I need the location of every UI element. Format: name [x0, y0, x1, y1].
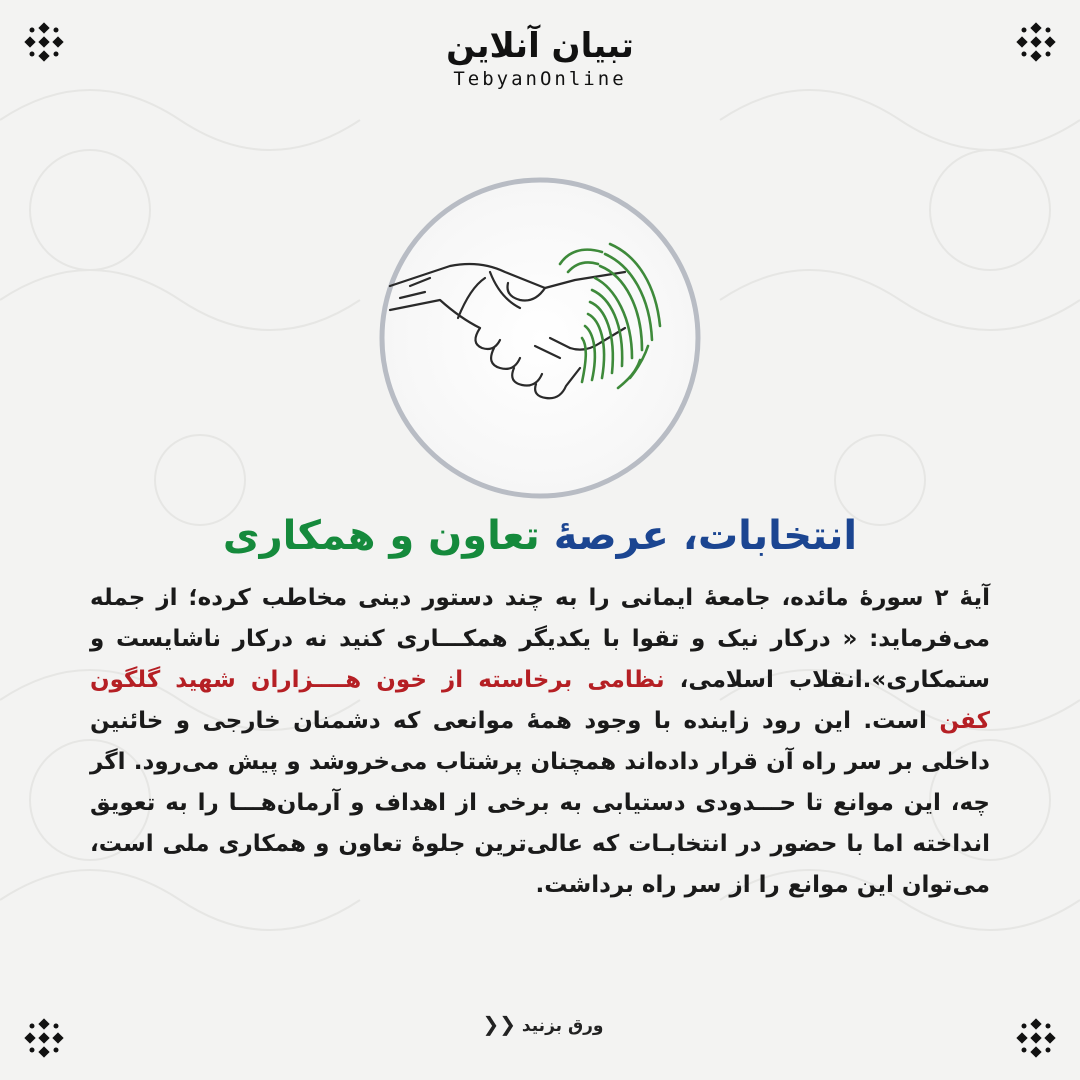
body-highlight: نظامی برخاسته از خون هــــزاران شهید گلگون کفن	[90, 667, 990, 734]
brand-name-en: TebyanOnline	[453, 68, 627, 90]
double-chevron-left-icon: ❮❮	[482, 1012, 516, 1036]
swipe-hint[interactable]	[0, 1012, 1080, 1036]
brand-name-fa: تبیان آنلاین	[446, 26, 634, 66]
page-title	[60, 505, 1020, 567]
body-paragraph	[90, 578, 990, 906]
title-part-green: تعاون و همکاری	[222, 513, 540, 559]
brand-logo[interactable]	[0, 26, 1080, 90]
swipe-label: ورق بزنید	[521, 1016, 604, 1036]
body-segment-1: آیهٔ ۲ سورهٔ مائده، جامعهٔ ایمانی را به چند دستور دینی مخاطب کرده؛ از جمله می‌فرماید: « درکار نیک و تقوا با یکدیگر همکـــاری کنید نه درکار ناشایست و ستمکاری».انقلاب اسلامی،	[90, 585, 990, 693]
title-part-blue: انتخابات، عرصهٔ	[553, 513, 858, 559]
handshake-fingerprint-illustration	[370, 168, 710, 508]
body-segment-3: است. این رود زاینده با وجود همهٔ موانعی که دشمنان خارجی و خائنین داخلی بر سر راه آن قرار داده‌اند همچنان پرشتاب می‌خروشد و پیش می‌رود. اگر چه، این موانع تا حـــدودی دستیابی به برخی از اهداف و آرمان‌هـــا را به تعویق انداخته اما با حضور در انتخابـات که عالی‌ترین جلوهٔ تعاون و همکاری ملی است، می‌توان این موانع را از سر راه برداشت.	[90, 708, 990, 898]
